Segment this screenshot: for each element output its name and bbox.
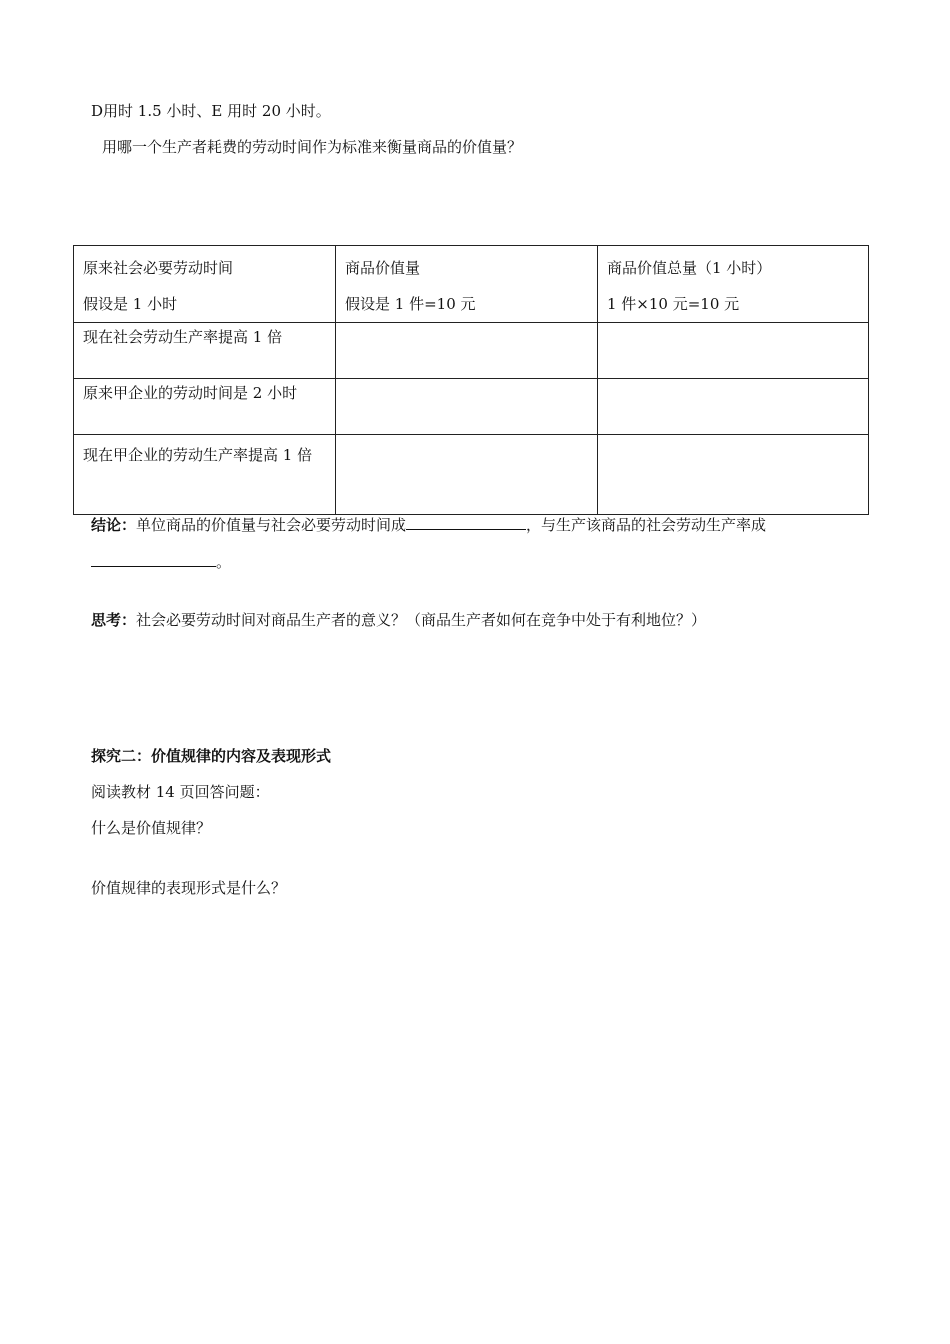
conclusion-label: 结论：: [91, 516, 137, 534]
table-row-label: 现在甲企业的劳动生产率提高 1 倍: [74, 435, 336, 515]
table-cell-empty: [336, 379, 598, 435]
table-row-label: 原来甲企业的劳动时间是 2 小时: [74, 379, 336, 435]
table-header-row: [74, 246, 869, 323]
answer-blank-2[interactable]: [91, 551, 216, 567]
table-cell-header-1: [74, 246, 336, 323]
cell-text: 假设是 1 件=10 元: [345, 295, 476, 313]
read-instruction: 阅读教材 14 页回答问题：: [91, 783, 270, 801]
think-label: 思考：: [91, 611, 137, 629]
table-row-label: 现在社会劳动生产率提高 1 倍: [74, 323, 336, 379]
conclusion-line: [91, 514, 766, 535]
intro-question: 用哪一个生产者耗费的劳动时间作为标准来衡量商品的价值量？: [102, 138, 523, 156]
table-row: [74, 435, 869, 515]
cell-text: 假设是 1 小时: [83, 295, 178, 313]
question-1: 什么是价值规律？: [91, 819, 212, 837]
think-line: [91, 610, 706, 630]
table-cell-empty: [598, 435, 869, 515]
conclusion-text-2: ，与生产该商品的社会劳动生产率成: [526, 516, 767, 534]
cell-text: 商品价值总量（1 小时）: [607, 259, 772, 277]
table-cell-empty: [598, 323, 869, 379]
table-cell-empty: [336, 323, 598, 379]
conclusion-end: 。: [216, 553, 232, 571]
cell-text: 原来社会必要劳动时间: [83, 259, 234, 277]
conclusion-line-2: [91, 551, 231, 572]
answer-blank-1[interactable]: [406, 514, 526, 530]
value-table: [73, 245, 869, 515]
cell-text: 商品价值量: [345, 259, 421, 277]
conclusion-text-1: 单位商品的价值量与社会必要劳动时间成: [136, 516, 407, 534]
table-cell-header-2: [336, 246, 598, 323]
table-cell-empty: [598, 379, 869, 435]
question-2: 价值规律的表现形式是什么？: [91, 879, 287, 897]
section-title: 探究二：价值规律的内容及表现形式: [91, 747, 332, 765]
intro-line-1: D用时 1.5 小时、E 用时 20 小时。: [91, 102, 331, 120]
think-text: 社会必要劳动时间对商品生产者的意义？（商品生产者如何在竞争中处于有利地位？）: [136, 611, 707, 629]
table-row: [74, 379, 869, 435]
table-cell-empty: [336, 435, 598, 515]
table-row: [74, 323, 869, 379]
cell-text: 1 件×10 元=10 元: [607, 295, 740, 313]
table-cell-header-3: [598, 246, 869, 323]
